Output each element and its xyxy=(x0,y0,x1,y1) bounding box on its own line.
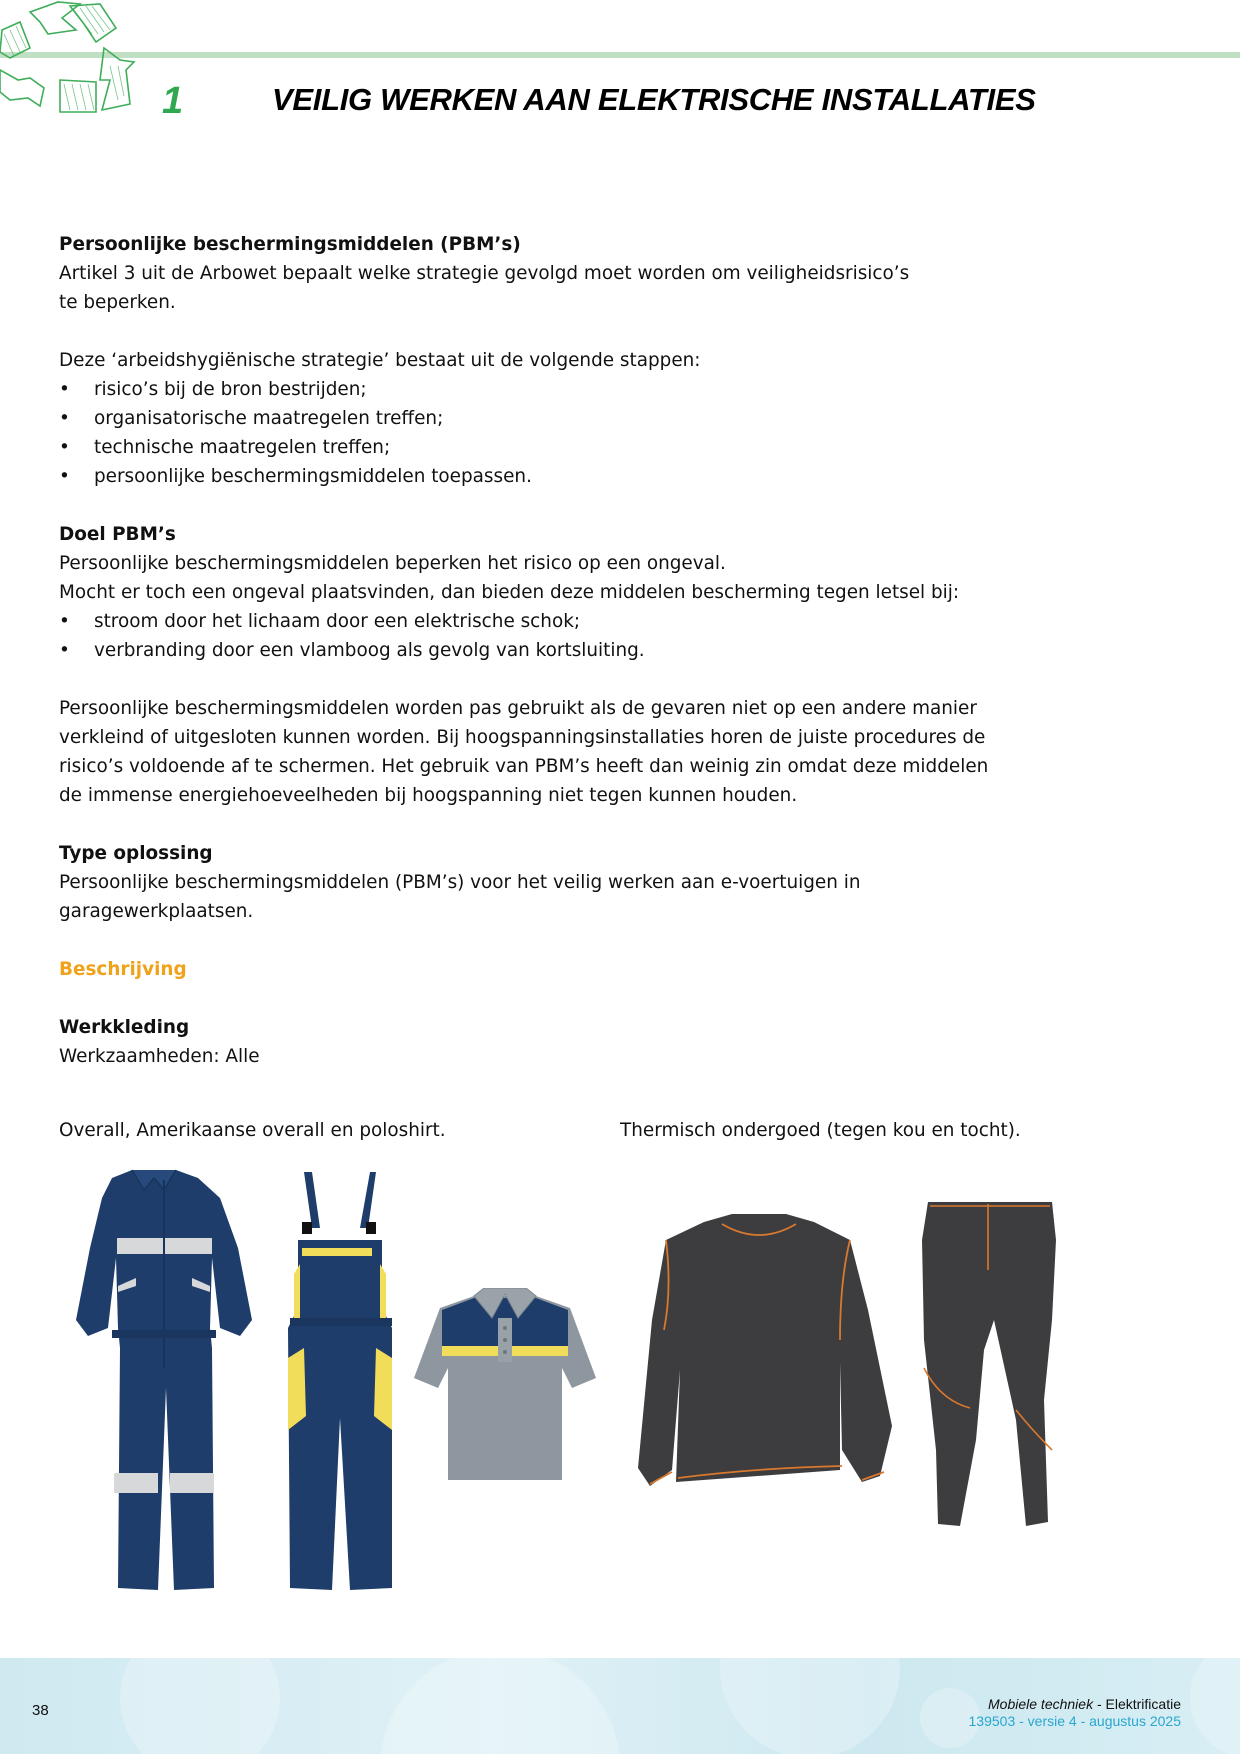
thermal-pants-image xyxy=(920,1200,1060,1530)
footer-title-rest: - Elektrificatie xyxy=(1093,1696,1181,1712)
bullet-icon: • xyxy=(59,408,70,429)
list-item xyxy=(59,433,1059,462)
list-item-text: risico’s bij de bron bestrijden; xyxy=(94,379,367,400)
doel-para-line: risico’s voldoende af te schermen. Het gebruik van PBM’s heeft dan weinig zin omdat deze middelen xyxy=(59,756,989,777)
list-item-text: stroom door het lichaam door een elektrische schok; xyxy=(94,611,581,632)
werkzaamheden: Werkzaamheden: Alle xyxy=(59,1046,260,1067)
heading-pbm: Persoonlijke beschermingsmiddelen (PBM’s) xyxy=(59,234,521,255)
recycle-arrows-icon xyxy=(0,0,140,115)
footer-title-italic: Mobiele techniek xyxy=(988,1696,1094,1712)
chapter-title: VEILIG WERKEN AAN ELEKTRISCHE INSTALLATIES xyxy=(272,82,1036,117)
coverall-image xyxy=(62,1168,267,1600)
main-content xyxy=(59,230,1059,1071)
type-line-2: garagewerkplaatsen. xyxy=(59,901,254,922)
heading-beschrijving: Beschrijving xyxy=(59,959,187,980)
list-item-text: organisatorische maatregelen treffen; xyxy=(94,408,444,429)
chapter-number: 1 xyxy=(162,80,184,122)
doel-line-2: Mocht er toch een ongeval plaatsvinden, dan bieden deze middelen bescherming tegen letsel bij: xyxy=(59,582,960,603)
header-rule xyxy=(0,52,1240,58)
thermal-shirt-image xyxy=(636,1210,898,1502)
list-item xyxy=(59,404,1059,433)
doel-para-line: de immense energiehoeveelheden bij hoogspanning niet tegen kunnen houden. xyxy=(59,785,798,806)
caption-thermal: Thermisch ondergoed (tegen kou en tocht). xyxy=(620,1120,1021,1141)
list-item xyxy=(59,375,1059,404)
pbm-intro-line-2: te beperken. xyxy=(59,292,176,313)
doel-para-line: verkleind of uitgesloten kunnen worden. Bij hoogspanningsinstallaties horen de juiste procedures de xyxy=(59,727,986,748)
heading-type: Type oplossing xyxy=(59,843,213,864)
bib-overall-image xyxy=(276,1168,404,1600)
strategy-intro: Deze ‘arbeidshygiënische strategie’ bestaat uit de volgende stappen: xyxy=(59,350,701,371)
bullet-icon: • xyxy=(59,437,70,458)
bullet-icon: • xyxy=(59,640,70,661)
list-item xyxy=(59,607,1059,636)
heading-werkkleding: Werkkleding xyxy=(59,1017,190,1038)
list-item xyxy=(59,636,1059,665)
list-item-text: technische maatregelen treffen; xyxy=(94,437,391,458)
bullet-icon: • xyxy=(59,466,70,487)
footer-version: 139503 - versie 4 - augustus 2025 xyxy=(968,1713,1181,1729)
list-item-text: verbranding door een vlamboog als gevolg van kortsluiting. xyxy=(94,640,645,661)
page-footer xyxy=(0,1658,1240,1754)
caption-workwear: Overall, Amerikaanse overall en poloshirt. xyxy=(59,1120,446,1141)
footer-title xyxy=(988,1696,1181,1712)
list-item xyxy=(59,462,1059,491)
polo-shirt-image xyxy=(412,1288,598,1484)
type-line-1: Persoonlijke beschermingsmiddelen (PBM’s) voor het veilig werken aan e-voertuigen in xyxy=(59,872,861,893)
pbm-intro-line-1: Artikel 3 uit de Arbowet bepaalt welke strategie gevolgd moet worden om veiligheidsrisico’s xyxy=(59,263,910,284)
heading-doel: Doel PBM’s xyxy=(59,524,176,545)
bullet-icon: • xyxy=(59,379,70,400)
doel-para-line: Persoonlijke beschermingsmiddelen worden pas gebruikt als de gevaren niet op een andere manier xyxy=(59,698,977,719)
doel-line-1: Persoonlijke beschermingsmiddelen beperken het risico op een ongeval. xyxy=(59,553,726,574)
page-number: 38 xyxy=(32,1702,49,1719)
list-item-text: persoonlijke beschermingsmiddelen toepassen. xyxy=(94,466,532,487)
bullet-icon: • xyxy=(59,611,70,632)
